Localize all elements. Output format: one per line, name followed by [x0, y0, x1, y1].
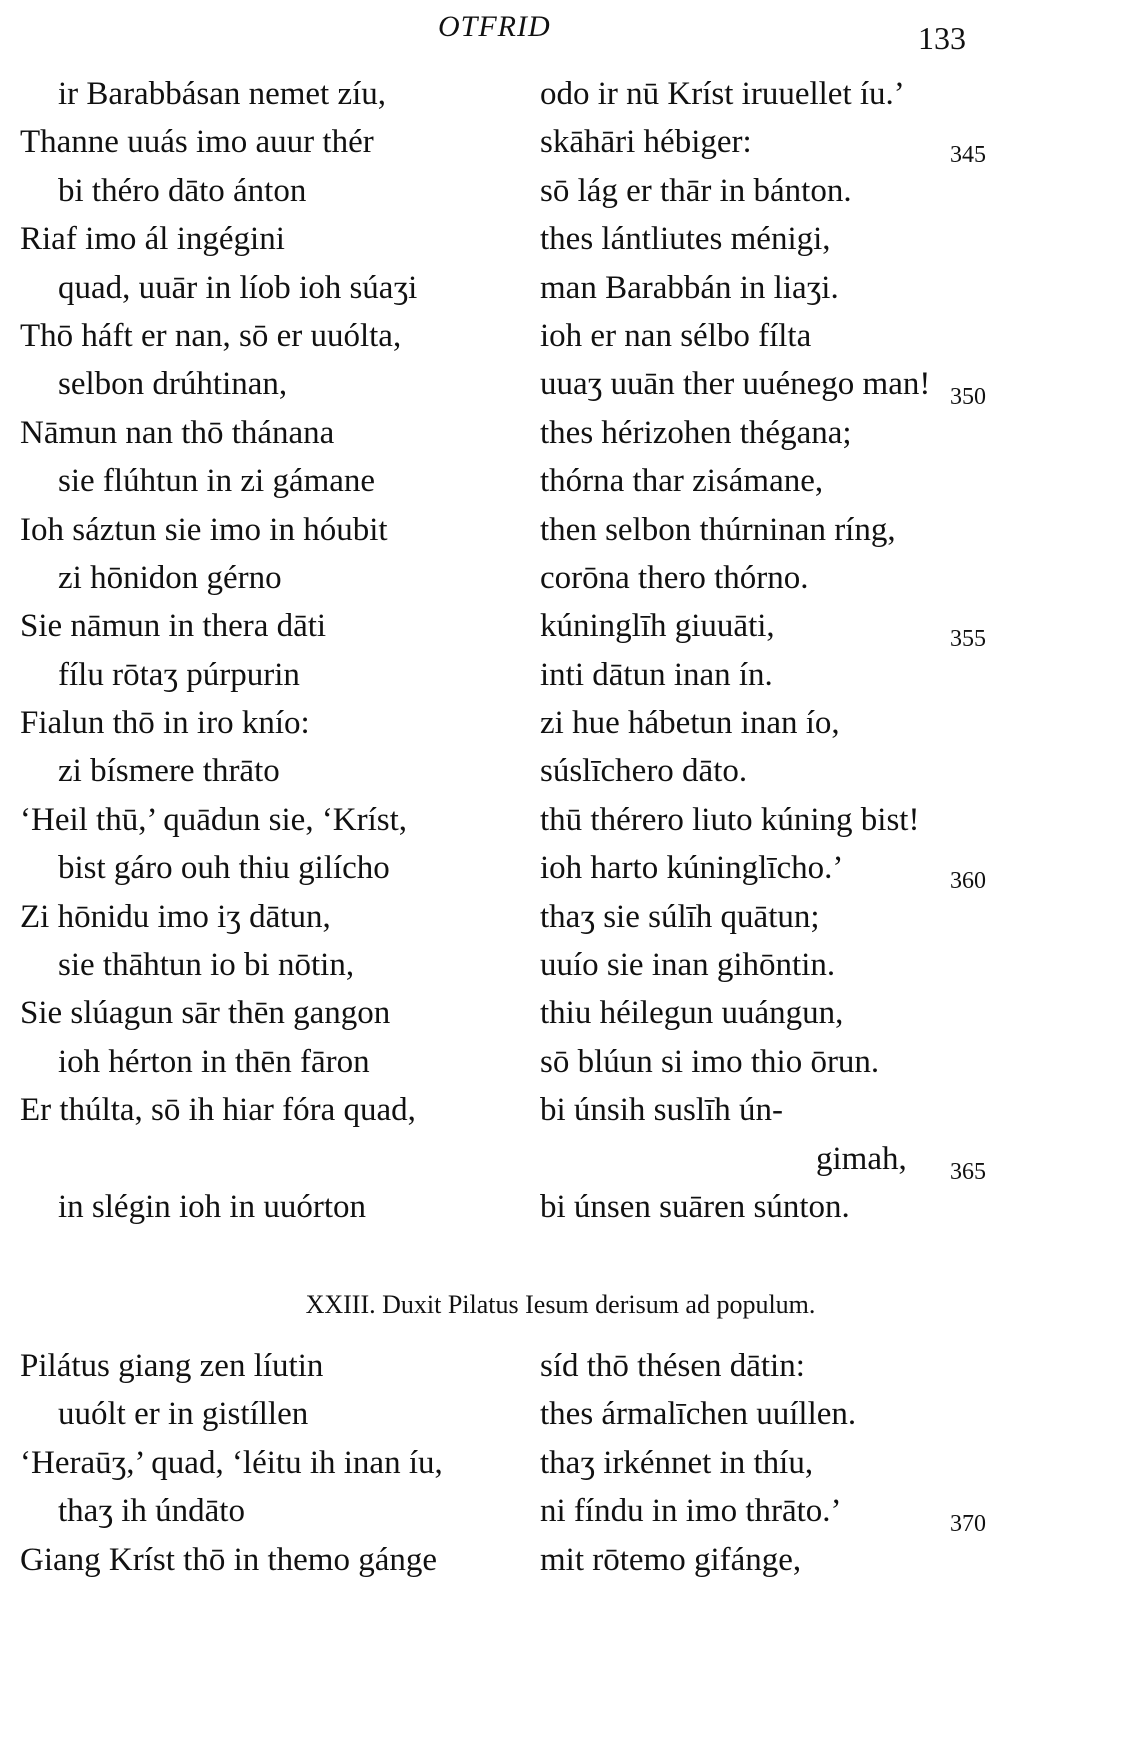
verse-first-half: ir Barabbásan nemet zíu,	[58, 76, 387, 112]
verse-first-half: Er thúlta, sō ih hiar fóra quad,	[20, 1092, 416, 1129]
line-number: 350	[950, 384, 986, 411]
line-number: 370	[950, 1511, 986, 1538]
verse-line	[0, 173, 1121, 221]
verse-second-half: then selbon thúrninan ríng,	[540, 511, 896, 548]
verse-second-half: uuío sie inan gihōntin.	[540, 947, 836, 984]
verse-line	[0, 995, 1121, 1043]
verse-first-half: Zi hōnidu imo iʒ dātun,	[20, 898, 331, 935]
verse-first-half: Sie slúagun sār thēn gangon	[20, 995, 391, 1032]
verse-second-half: skāhāri hébiger:	[540, 124, 752, 161]
verse-second-half: thes lántliutes ménigi,	[540, 221, 831, 258]
line-number: 360	[950, 868, 986, 895]
verse-first-half: Ioh sáztun sie imo in hóubit	[20, 511, 388, 548]
verse-line	[0, 705, 1121, 753]
verse-line	[0, 608, 1121, 656]
verse-line	[0, 76, 1121, 124]
verse-line	[0, 1141, 1121, 1189]
verse-first-half: thaʒ ih úndāto	[58, 1493, 245, 1530]
verse-first-half: Pilátus giang zen líutin	[20, 1348, 324, 1384]
verse-second-half: odo ir nū Kríst iruuellet íu.’	[540, 76, 905, 112]
verse-line	[0, 1348, 1121, 1396]
verse-second-half: corōna thero thórno.	[540, 559, 809, 596]
verse-line	[0, 1396, 1121, 1444]
verse-first-half: Nāmun nan thō thánana	[20, 414, 335, 451]
verse-first-half: fílu rōtaʒ púrpurin	[58, 656, 300, 693]
verse-line	[0, 270, 1121, 318]
verse-second-half: ioh harto kúninglīcho.’	[540, 850, 844, 887]
verse-line	[0, 1542, 1121, 1590]
verse-second-half: man Barabbán in liaʒi.	[540, 269, 839, 306]
verse-line	[0, 1092, 1121, 1140]
running-head	[0, 6, 1121, 56]
verse-line	[0, 463, 1121, 511]
verse-line	[0, 560, 1121, 608]
verse-second-half: sō blúun si imo thio ōrun.	[540, 1043, 880, 1080]
verse-first-half: quad, uuār in líob ioh súaʒi	[58, 269, 418, 306]
line-number: 365	[950, 1158, 986, 1185]
verse-second-half: thū thérero liuto kúning bist!	[540, 801, 920, 838]
running-title: OTFRID	[438, 10, 551, 43]
verse-block-2	[0, 1348, 1121, 1590]
verse-second-half: thes hérizohen thégana;	[540, 414, 852, 451]
verse-first-half: uuólt er in gistíllen	[58, 1396, 309, 1433]
verse-line	[0, 947, 1121, 995]
verse-first-half: ‘Heraūʒ,’ quad, ‘léitu ih inan íu,	[20, 1444, 443, 1481]
verse-first-half: zi hōnidon gérno	[58, 559, 282, 596]
verse-second-half: thiu héilegun uuángun,	[540, 995, 844, 1032]
section-heading: XXIII. Duxit Pilatus Iesum derisum ad populum.	[305, 1290, 816, 1319]
verse-second-half: ni fíndu in imo thrāto.’	[540, 1493, 842, 1530]
verse-first-half: selbon drúhtinan,	[58, 366, 288, 403]
verse-first-half: sie thāhtun io bi nōtin,	[58, 947, 355, 984]
verse-line	[0, 1189, 1121, 1237]
verse-first-half: zi bísmere thrāto	[58, 753, 280, 790]
verse-second-half: thes ármalīchen uuíllen.	[540, 1396, 857, 1433]
verse-line	[0, 899, 1121, 947]
verse-second-half: uuaʒ uuān ther uuénego man!	[540, 366, 931, 403]
verse-second-half: bi únsen suāren súnton.	[540, 1188, 850, 1225]
verse-second-half: mit rōtemo gifánge,	[540, 1541, 802, 1578]
verse-second-half: thaʒ sie súlīh quātun;	[540, 898, 820, 935]
verse-first-half: Giang Kríst thō in themo gánge	[20, 1541, 438, 1578]
verse-line	[0, 1445, 1121, 1493]
verse-first-half: bi théro dāto ánton	[58, 172, 307, 209]
verse-line	[0, 221, 1121, 269]
verse-second-half: bi únsih suslīh ún-	[540, 1092, 783, 1129]
verse-second-half: thórna thar zisámane,	[540, 463, 824, 500]
line-number: 355	[950, 626, 986, 653]
verse-second-half: gimah,	[816, 1140, 907, 1177]
verse-first-half: Thō háft er nan, sō er uuólta,	[20, 317, 402, 354]
verse-first-half: ioh hérton in thēn fāron	[58, 1043, 370, 1080]
verse-second-half: thaʒ irkénnet in thíu,	[540, 1444, 814, 1481]
verse-line	[0, 850, 1121, 898]
verse-first-half: ‘Heil thū,’ quādun sie, ‘Kríst,	[20, 801, 408, 838]
verse-line	[0, 753, 1121, 801]
verse-first-half: Riaf imo ál ingégini	[20, 221, 285, 258]
verse-line	[0, 512, 1121, 560]
verse-second-half: ioh er nan sélbo fílta	[540, 317, 812, 354]
verse-first-half: Fialun thō in iro kníο:	[20, 705, 310, 742]
verse-second-half: síd thō thésen dātin:	[540, 1348, 805, 1384]
line-number: 345	[950, 142, 986, 169]
verse-line	[0, 1044, 1121, 1092]
verse-second-half: súslīchero dāto.	[540, 753, 748, 790]
verse-line	[0, 657, 1121, 705]
verse-line	[0, 124, 1121, 172]
verse-line	[0, 366, 1121, 414]
verse-line	[0, 1493, 1121, 1541]
verse-second-half: inti dātun inan ín.	[540, 656, 773, 693]
verse-line	[0, 802, 1121, 850]
verse-first-half: sie flúhtun in zi gámane	[58, 463, 376, 500]
verse-second-half: zi hue hábetun inan ío,	[540, 705, 840, 742]
verse-line	[0, 415, 1121, 463]
verse-first-half: Sie nāmun in thera dāti	[20, 608, 327, 645]
verse-second-half: kúninglīh giuuāti,	[540, 608, 775, 645]
verse-first-half: bist gáro ouh thiu gilícho	[58, 850, 390, 887]
page-number: 133	[918, 20, 966, 56]
verse-first-half: in slégin ioh in uuórton	[58, 1188, 366, 1225]
verse-second-half: sō lág er thār in bánton.	[540, 172, 852, 209]
verse-line	[0, 318, 1121, 366]
verse-first-half: Thanne uuás imo auur thér	[20, 124, 374, 161]
verse-block	[0, 76, 1121, 1237]
